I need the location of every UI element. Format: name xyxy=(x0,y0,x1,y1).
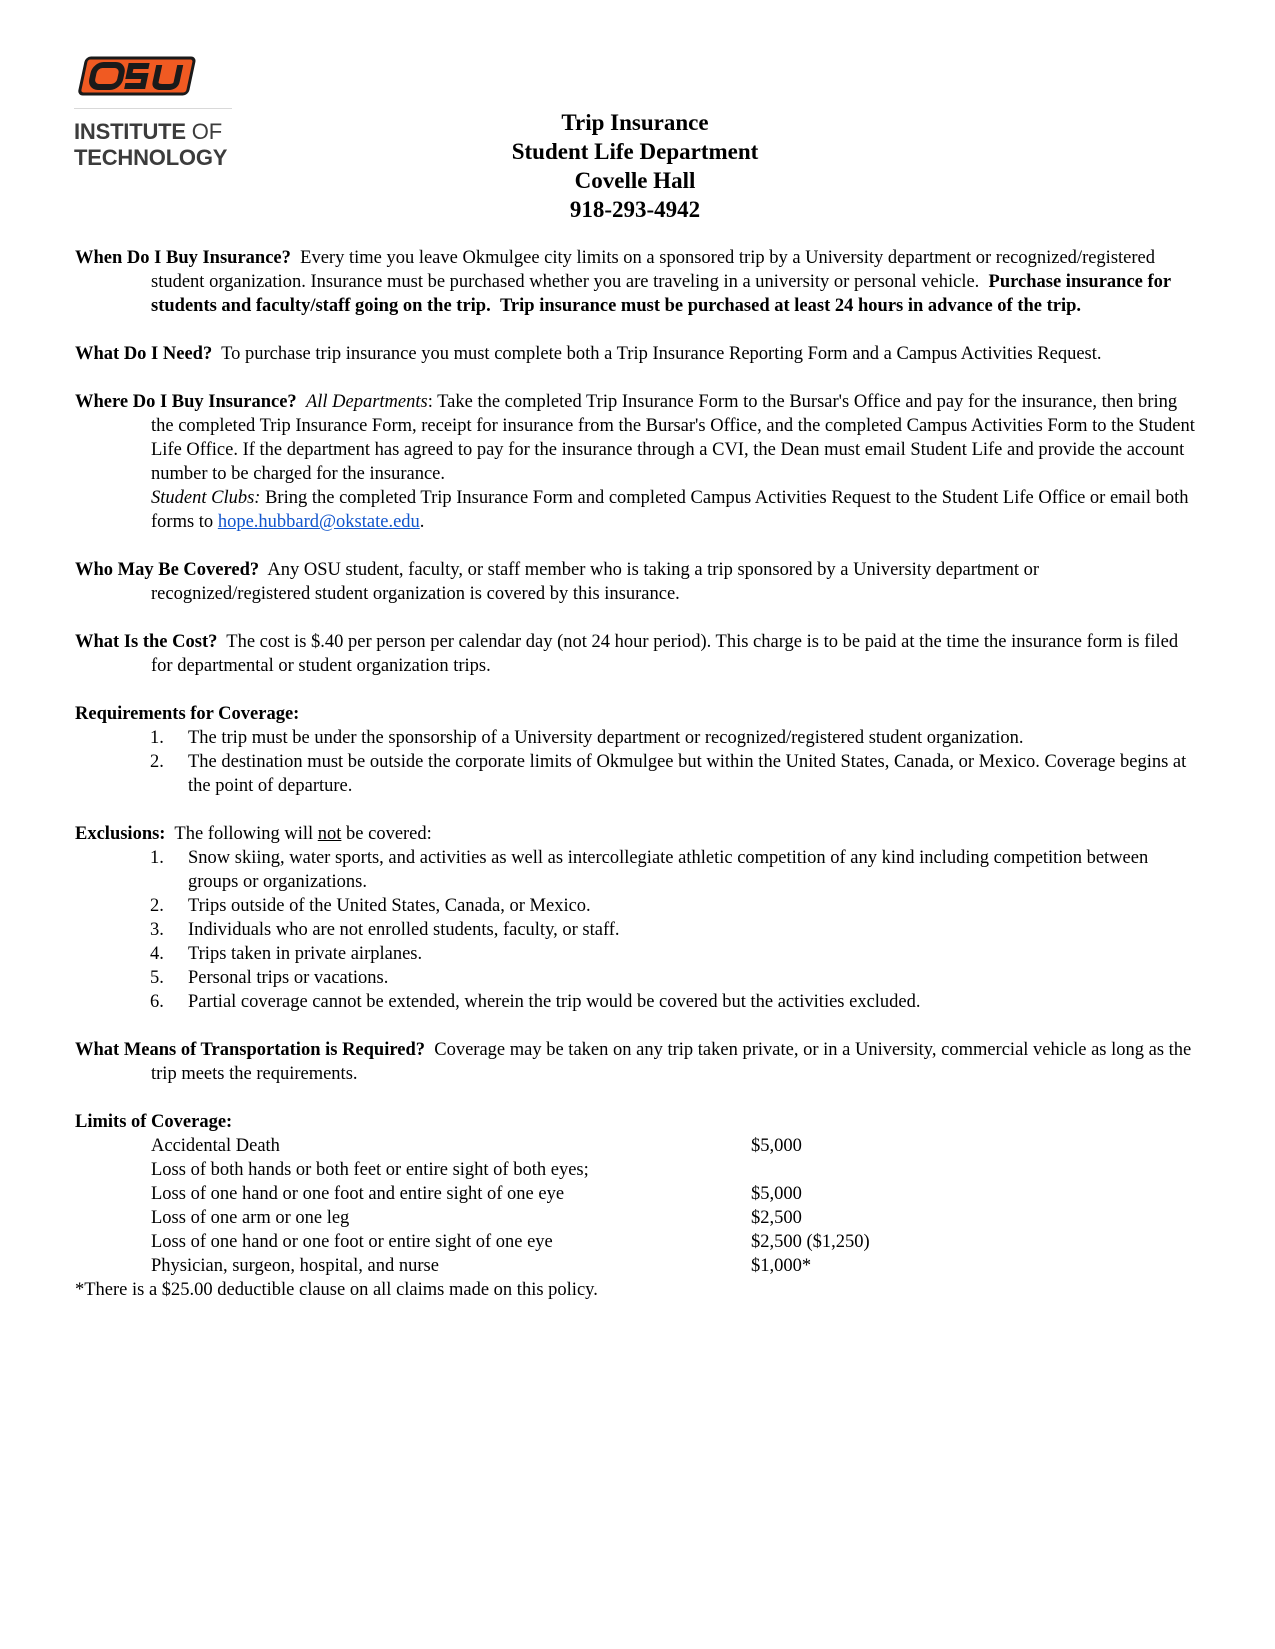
limit-description: Loss of one arm or one leg xyxy=(151,1208,350,1228)
section-where xyxy=(75,390,1200,534)
exclusions-intro-a: The following will xyxy=(174,824,318,844)
limits-footnote: *There is a $25.00 deductible clause on all claims made on this policy. xyxy=(75,1280,598,1300)
osu-logo-icon xyxy=(74,52,200,100)
list-item xyxy=(75,918,1200,942)
limit-description: Loss of one hand or one foot and entire sight of one eye xyxy=(151,1184,565,1204)
exclusions-intro-not: not xyxy=(317,824,342,844)
when-bold-2: Trip insurance must be purchased at least 24 hours in advance of the trip. xyxy=(499,296,1082,316)
limit-amount: $2,500 ($1,250) xyxy=(751,1232,870,1252)
list-item xyxy=(75,846,1200,894)
limit-amount: $5,000 xyxy=(751,1184,802,1204)
list-item xyxy=(75,966,1200,990)
list-number: 2. xyxy=(150,752,164,772)
list-number: 6. xyxy=(150,992,164,1012)
list-number: 1. xyxy=(150,728,164,748)
requirements-heading: Requirements for Coverage: xyxy=(75,704,300,724)
when-heading: When Do I Buy Insurance? xyxy=(75,248,291,268)
list-text: Snow skiing, water sports, and activities as well as intercollegiate athletic competition of any kind including competition between groups or organizations. xyxy=(188,848,1149,892)
osu-institute-logo xyxy=(74,52,234,171)
limits-row xyxy=(75,1230,1200,1254)
where-clubs-label: Student Clubs: xyxy=(151,488,261,508)
department-location: Covelle Hall xyxy=(574,168,696,193)
list-number: 2. xyxy=(150,896,164,916)
where-clubs-text: Bring the completed Trip Insurance Form and completed Campus Activities Request to the Student Life Office or email both forms to xyxy=(151,488,1189,532)
section-limits xyxy=(75,1110,1200,1302)
list-text: Trips outside of the United States, Canada, or Mexico. xyxy=(188,896,591,916)
document-header xyxy=(420,108,850,224)
where-clubs xyxy=(75,486,1200,534)
limit-description: Loss of one hand or one foot or entire sight of one eye xyxy=(151,1232,553,1252)
department-phone: 918-293-4942 xyxy=(569,197,701,222)
list-text: The trip must be under the sponsorship of a University department or recognized/registered student organization. xyxy=(188,728,1024,748)
list-text: Individuals who are not enrolled students, faculty, or staff. xyxy=(188,920,620,940)
limits-row xyxy=(75,1206,1200,1230)
logo-divider xyxy=(74,108,232,109)
list-item xyxy=(75,894,1200,918)
list-item xyxy=(75,990,1200,1014)
list-item xyxy=(75,726,1200,750)
section-when xyxy=(75,246,1200,318)
document-title: Trip Insurance xyxy=(561,110,709,135)
transport-heading: What Means of Transportation is Required? xyxy=(75,1040,425,1060)
limit-description: Physician, surgeon, hospital, and nurse xyxy=(151,1256,439,1276)
where-departments xyxy=(75,390,1200,486)
section-cost xyxy=(75,630,1200,678)
exclusions-list xyxy=(75,846,1200,1014)
limit-description: Accidental Death xyxy=(151,1136,280,1156)
when-bold-1: Purchase insurance for students and faculty/staff going on the trip. xyxy=(151,272,1171,316)
need-text: To purchase trip insurance you must complete both a Trip Insurance Reporting Form and a Campus Activities Request. xyxy=(221,344,1102,364)
section-need xyxy=(75,342,1200,366)
logo-of: OF xyxy=(191,119,222,144)
list-number: 1. xyxy=(150,848,164,868)
list-number: 3. xyxy=(150,920,164,940)
limits-row xyxy=(75,1134,1200,1158)
section-transport xyxy=(75,1038,1200,1086)
section-requirements xyxy=(75,702,1200,798)
list-number: 4. xyxy=(150,944,164,964)
document-body xyxy=(75,246,1200,1302)
where-heading: Where Do I Buy Insurance? xyxy=(75,392,297,412)
limit-amount: $5,000 xyxy=(751,1136,802,1156)
limits-row xyxy=(75,1182,1200,1206)
limits-heading: Limits of Coverage: xyxy=(75,1112,233,1132)
when-text: Every time you leave Okmulgee city limits on a sponsored trip by a University department or recognized/registered student organization. Insurance must be purchased whether you are traveling in a university or personal vehicle. xyxy=(151,248,1155,292)
department-name: Student Life Department xyxy=(511,139,759,164)
email-link[interactable]: hope.hubbard@okstate.edu xyxy=(217,512,420,532)
cost-heading: What Is the Cost? xyxy=(75,632,218,652)
cost-text: The cost is $.40 per person per calendar day (not 24 hour period). This charge is to be paid at the time the insurance form is filed for departmental or student organization trips. xyxy=(151,632,1179,676)
section-who xyxy=(75,558,1200,606)
where-dept-label: All Departments xyxy=(305,392,428,412)
section-exclusions xyxy=(75,822,1200,1014)
need-heading: What Do I Need? xyxy=(75,344,213,364)
list-number: 5. xyxy=(150,968,164,988)
where-clubs-end: . xyxy=(419,512,425,532)
exclusions-intro-b: be covered: xyxy=(341,824,432,844)
who-text: Any OSU student, faculty, or staff member who is taking a trip sponsored by a University department or recognized/registered student organization is covered by this insurance. xyxy=(151,560,1040,604)
logo-text xyxy=(74,119,234,171)
limit-amount: $1,000* xyxy=(751,1256,812,1276)
list-text: Partial coverage cannot be extended, wherein the trip would be covered but the activities excluded. xyxy=(188,992,921,1012)
limit-description: Loss of both hands or both feet or entire sight of both eyes; xyxy=(151,1160,589,1180)
where-dept-text: : Take the completed Trip Insurance Form to the Bursar's Office and pay for the insurance, then bring the completed Trip Insurance Form, receipt for insurance from the Bursar's Office, and the completed Campus Activities Form to the Student Life Office. If the department has agreed to pay for the insurance through a CVI, the Dean must email Student Life and provide the account number to be charged for the insurance. xyxy=(151,392,1195,484)
limits-row xyxy=(75,1254,1200,1278)
logo-institute: INSTITUTE xyxy=(74,119,186,144)
transport-text: Coverage may be taken on any trip taken private, or in a University, commercial vehicle as long as the trip meets the requirements. xyxy=(151,1040,1192,1084)
exclusions-heading: Exclusions: xyxy=(75,824,166,844)
list-text: Trips taken in private airplanes. xyxy=(188,944,423,964)
requirements-list xyxy=(75,726,1200,798)
exclusions-intro xyxy=(75,822,1200,846)
logo-technology: TECHNOLOGY xyxy=(74,145,228,170)
limits-row xyxy=(75,1158,1200,1182)
list-item xyxy=(75,750,1200,798)
list-text: The destination must be outside the corporate limits of Okmulgee but within the United States, Canada, or Mexico. Coverage begins at the point of departure. xyxy=(188,752,1187,796)
list-text: Personal trips or vacations. xyxy=(188,968,389,988)
limit-amount: $2,500 xyxy=(751,1208,802,1228)
who-heading: Who May Be Covered? xyxy=(75,560,260,580)
list-item xyxy=(75,942,1200,966)
